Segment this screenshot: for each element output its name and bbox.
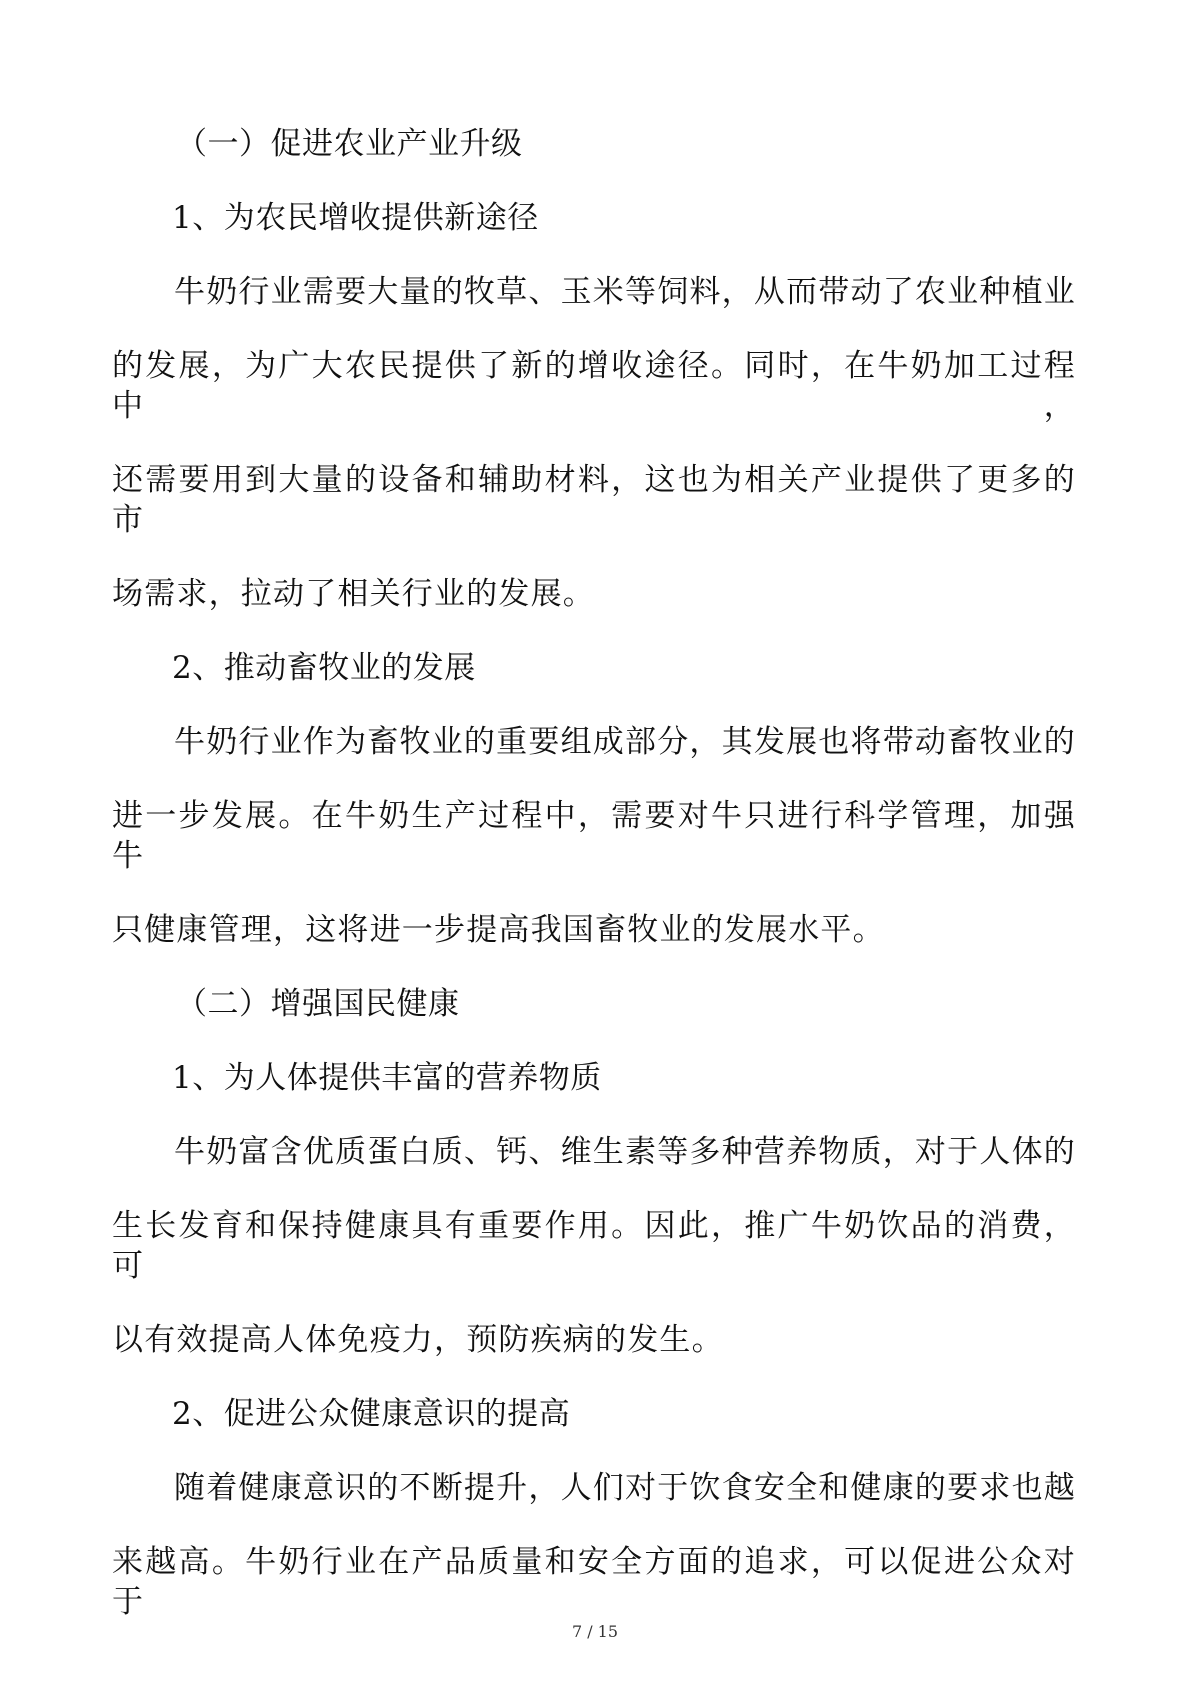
section-heading-2: （二）增强国民健康 <box>176 986 460 1022</box>
paragraph-line: 来越高。牛奶行业在产品质量和安全方面的追求，可以促进公众对于 <box>112 1544 1076 1620</box>
paragraph-line: 牛奶富含优质蛋白质、钙、维生素等多种营养物质，对于人体的 <box>174 1134 1076 1170</box>
page-content <box>112 124 1076 1656</box>
paragraph-line: 的发展，为广大农民提供了新的增收途径。同时，在牛奶加工过程中， <box>112 348 1076 424</box>
paragraph-line: 生长发育和保持健康具有重要作用。因此，推广牛奶饮品的消费，可 <box>112 1208 1076 1284</box>
section-heading-1: （一）促进农业产业升级 <box>176 126 523 162</box>
subsection-title-1-1: 1、为农民增收提供新途径 <box>172 200 539 236</box>
paragraph-line: 还需要用到大量的设备和辅助材料，这也为相关产业提供了更多的市 <box>112 462 1076 538</box>
paragraph-1-1 <box>112 272 1076 614</box>
subsection-title-1-2: 2、推动畜牧业的发展 <box>172 650 476 686</box>
paragraph-line: 牛奶行业作为畜牧业的重要组成部分，其发展也将带动畜牧业的 <box>174 724 1076 760</box>
paragraph-line: 只健康管理，这将进一步提高我国畜牧业的发展水平。 <box>112 912 885 948</box>
paragraph-line: 以有效提高人体免疫力，预防疾病的发生。 <box>112 1322 724 1358</box>
paragraph-line: 随着健康意识的不断提升，人们对于饮食安全和健康的要求也越 <box>174 1470 1076 1506</box>
page-number: 7 / 15 <box>571 1622 619 1641</box>
paragraph-line: 进一步发展。在牛奶生产过程中，需要对牛只进行科学管理，加强牛 <box>112 798 1076 874</box>
paragraph-2-2 <box>112 1468 1076 1622</box>
subsection-title-2-2: 2、促进公众健康意识的提高 <box>172 1396 571 1432</box>
paragraph-2-1 <box>112 1132 1076 1360</box>
paragraph-line: 牛奶行业需要大量的牧草、玉米等饲料，从而带动了农业种植业 <box>174 274 1076 310</box>
paragraph-1-2 <box>112 722 1076 950</box>
subsection-title-2-1: 1、为人体提供丰富的营养物质 <box>172 1060 602 1096</box>
paragraph-line: 场需求，拉动了相关行业的发展。 <box>112 576 595 612</box>
